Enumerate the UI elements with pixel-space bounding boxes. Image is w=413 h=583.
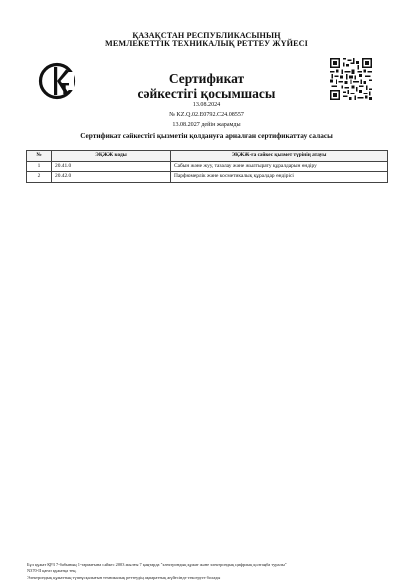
valid-until: 13.08.2027 дейін жарамды	[172, 122, 241, 128]
activity-table	[26, 150, 388, 183]
row-code: 20.42.0	[52, 172, 171, 183]
table-row	[27, 161, 388, 172]
footer-note-2: N370-II қағаз құжатқа тең.	[27, 568, 77, 573]
table-row	[27, 172, 388, 183]
footer-note-3: Электрондық құжаттың түпнұсқалығын техникалық реттеудің ақпараттық жүйесінде тексеруге болады	[27, 575, 221, 580]
header-line-2: МЕМЛЕКЕТТІК ТЕХНИКАЛЫҚ РЕТТЕУ ЖҮЙЕСІ	[105, 39, 308, 48]
column-header-code: ЭҚЖЖ коды	[52, 151, 171, 162]
row-code: 20.41.0	[52, 161, 171, 172]
footer-note-1: Бұл құжат ҚРЗ 7-бабының 1-тармағына сәйкес 2003 жылғы 7 қаңтарда "электрондық құжат және электрондық цифрлық қолтаңба туралы"	[27, 562, 287, 567]
page-subtitle: сәйкестігі қосымшасы	[137, 86, 276, 101]
column-header-number: №	[27, 151, 52, 162]
row-number: 1	[27, 161, 52, 172]
table-header-row	[27, 151, 388, 162]
page-title: Сертификат	[168, 71, 245, 86]
header-line-1: ҚАЗАҚСТАН РЕСПУБЛИКАСЫНЫҢ	[132, 31, 281, 40]
row-activity-name: Сабын және жуу, тазалау және жылтырату құралдарын өндіру	[171, 161, 388, 172]
certificate-number: № KZ.Q.02.E0792.C24.08557	[169, 112, 244, 118]
column-header-name: ЭҚЖЖ-ға сәйкес қызмет түрінің атауы	[171, 151, 388, 162]
section-title: Сертификат сәйкестігі қызметін қолдануға арналған сертификаттау саласы	[80, 131, 333, 140]
row-activity-name: Парфюмерлік және косметикалық құралдар өндірісі	[171, 172, 388, 183]
row-number: 2	[27, 172, 52, 183]
issue-date: 13.08.2024	[192, 102, 221, 108]
